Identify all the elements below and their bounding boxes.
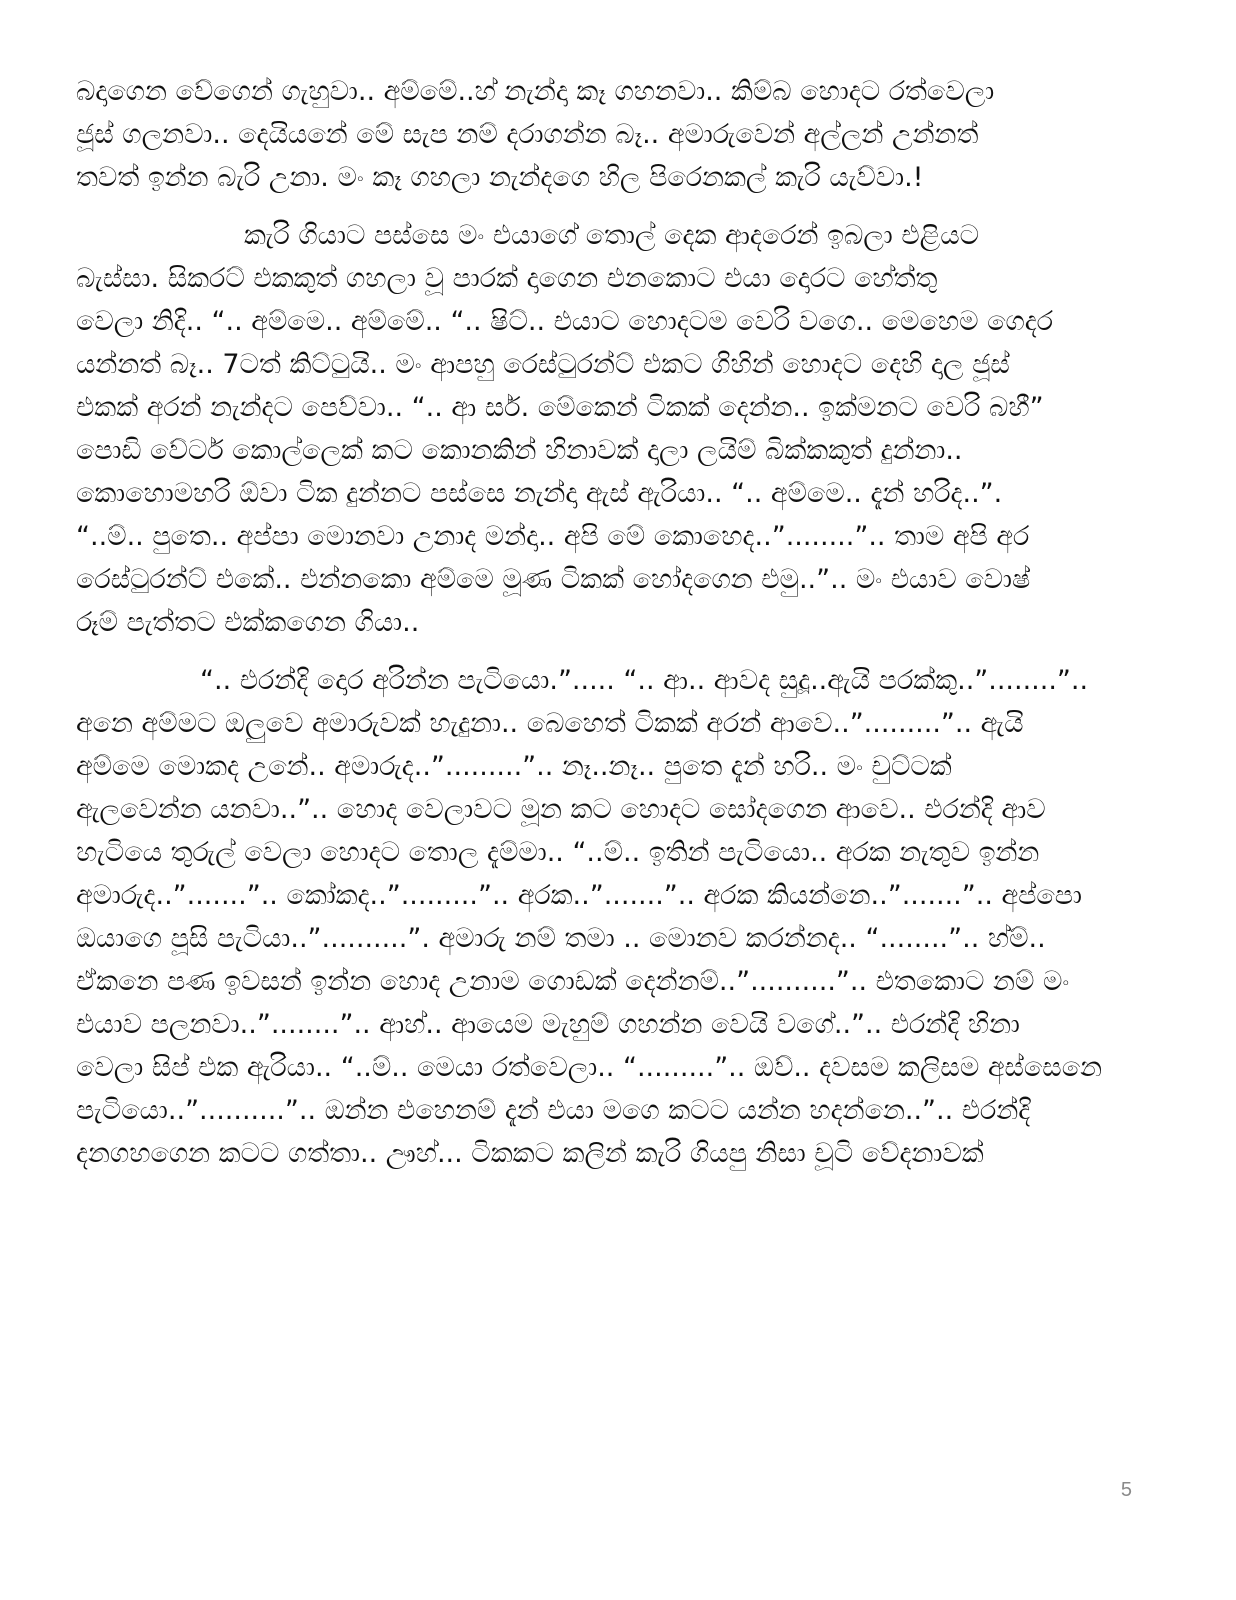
text-line: බදාගෙන වේගෙන් ගැහුවා.. අම්මේ..හ් නැන්දා කෑ ගහනවා.. කිම්බ හොදට රත්වෙලා — [76, 76, 995, 107]
text-line: ඔයාගෙ පූසි පැටියා..”..........”. අමාරු නම් තමා .. මොනව කරන්නද.. “........”.. හ්ම්.. — [76, 923, 1046, 954]
text-line: දනගහගෙන කටට ගත්තා.. ඌහ්... ටිකකට කලින් කැරි ගියපු නිසා චූටි වේදනාවක් — [76, 1138, 984, 1169]
text-line: අමාරුද..”.......”.. කෝකද..”.........”.. අරක..”.......”.. අරක කියන්නෙ..”.......”.. අප්පො — [76, 880, 1082, 911]
text-line: වෙලා නිදි.. “.. අම්මෙ.. අම්මේ.. “.. ෂිට්.. එයාට හොදටම වෙරි වගෙ.. මෙහෙම ගෙදර — [76, 306, 1054, 337]
paragraph-3 — [76, 659, 1156, 1175]
paragraph-1 — [76, 70, 1156, 199]
paragraph-spacer — [76, 199, 1156, 214]
text-line: එකක් අරන් නැන්දට පෙව්වා.. “.. ආ සර්. මේකෙන් ටිකක් දෙන්න.. ඉක්මනට වෙරි බහී” — [76, 392, 1044, 423]
text-line: පොඩි වේටර් කොල්ලෙක් කට කොනකින් හිනාවක් දාලා ලයිම් බික්කකුත් දුන්නා.. — [76, 435, 963, 466]
text-line: ජූස් ගලනවා.. දෙයියනේ මේ සැප නම් දරාගන්න බෑ.. අමාරුවෙන් අල්ලන් උන්නත් — [76, 119, 979, 150]
text-line: ඇලවෙන්න යනවා..”.. හොද වෙලාවට මූන කට හොදට සෝදගෙන ආවෙ.. එරන්දි ආව — [76, 794, 1046, 825]
text-line: කැරි ගියාට පස්සෙ මං එයාගේ තොල් දෙක ආදරෙන් ඉබලා එළියට — [244, 220, 980, 251]
page-number: 5 — [1120, 1479, 1132, 1501]
body-text — [76, 70, 1156, 1175]
text-line: පැටියො..”..........”.. ඔන්න එහෙනම් දැන් එයා මගෙ කටට යන්න හදන්නෙ..”.. එරන්දි — [76, 1095, 1031, 1126]
text-line: රෙස්ටුරන්ට් එකේ.. එන්නකො අම්මෙ මූණ ටිකක් හෝදගෙන එමු..”.. මං එයාව වොෂ් — [76, 564, 1031, 595]
text-line: එයාව පලනවා..”........”.. ආහ්.. ආයෙම මැහුම් ගහන්න වෙයි වගේ..”.. එරන්දි හිනා — [76, 1009, 1020, 1040]
text-line: වෙලා සිප් එක ඇරියා.. “..ම්.. මෙයා රත්වෙලා.. “.........”.. ඔව්.. දවසම කලිසම අස්සෙනෙ — [76, 1052, 1103, 1083]
text-line: අම්මෙ මොකද උනේ.. අමාරුද..”.........”.. නෑ..නෑ.. පුතෙ දැන් හරි.. මං චුට්ටක් — [76, 751, 952, 782]
text-line: අනෙ අම්මට ඔලුවෙ අමාරුවක් හැදුනා.. බෙහෙත් ටිකක් අරන් ආවෙ..”.........”.. ඇයි — [76, 708, 1024, 739]
text-line: “..ම්.. පුතෙ.. අප්පා මොනවා උනාද මන්දා.. අපි මේ කොහෙද..”........”.. තාම අපි අර — [76, 521, 1030, 552]
text-line: ඒකනෙ පණ ඉවසන් ඉන්න හොද උනාම ගොඩක් දෙන්නම්..”..........”.. එතකොට නම් මං — [76, 966, 1070, 997]
text-line: බැස්සා. සිකරට් එකකුත් ගහලා වූ පාරක් දාගෙන එනකොට එයා දොරට හේත්තු — [76, 263, 938, 294]
paragraph-spacer — [76, 644, 1156, 659]
text-line: රූම් පැත්තට එක්කගෙන ගියා.. — [76, 607, 420, 638]
text-line: යන්නත් බෑ.. 7ටත් කිට්ටුයි.. මං ආපහු රෙස්ටුරන්ට් එකට ගිහින් හොදට දෙහි දාල ජූස් — [76, 349, 1010, 380]
text-line: හැටියෙ තුරුල් වෙලා හොදට තොල දැම්මා.. “..ම්.. ඉතින් පැටියො.. අරක නැතුව ඉන්න — [76, 837, 1040, 868]
text-line: තවත් ඉන්න බැරි උනා. මං කෑ ගහලා නැන්දගෙ හිල පිරෙනකල් කැරි යැව්වා.! — [76, 162, 924, 193]
text-line: “.. එරන්දි දොර අරින්න පැටියො.”..... “.. ආ.. ආවද සුදූ..ඇයි පරක්කු..”........”.. — [200, 665, 1089, 696]
paragraph-2 — [76, 214, 1156, 644]
text-line: කොහොමහරි ඕවා ටික දුන්නට පස්සෙ නැන්දා ඇස් ඇරියා.. “.. අම්මෙ.. දැන් හරිද..”. — [76, 478, 1003, 509]
